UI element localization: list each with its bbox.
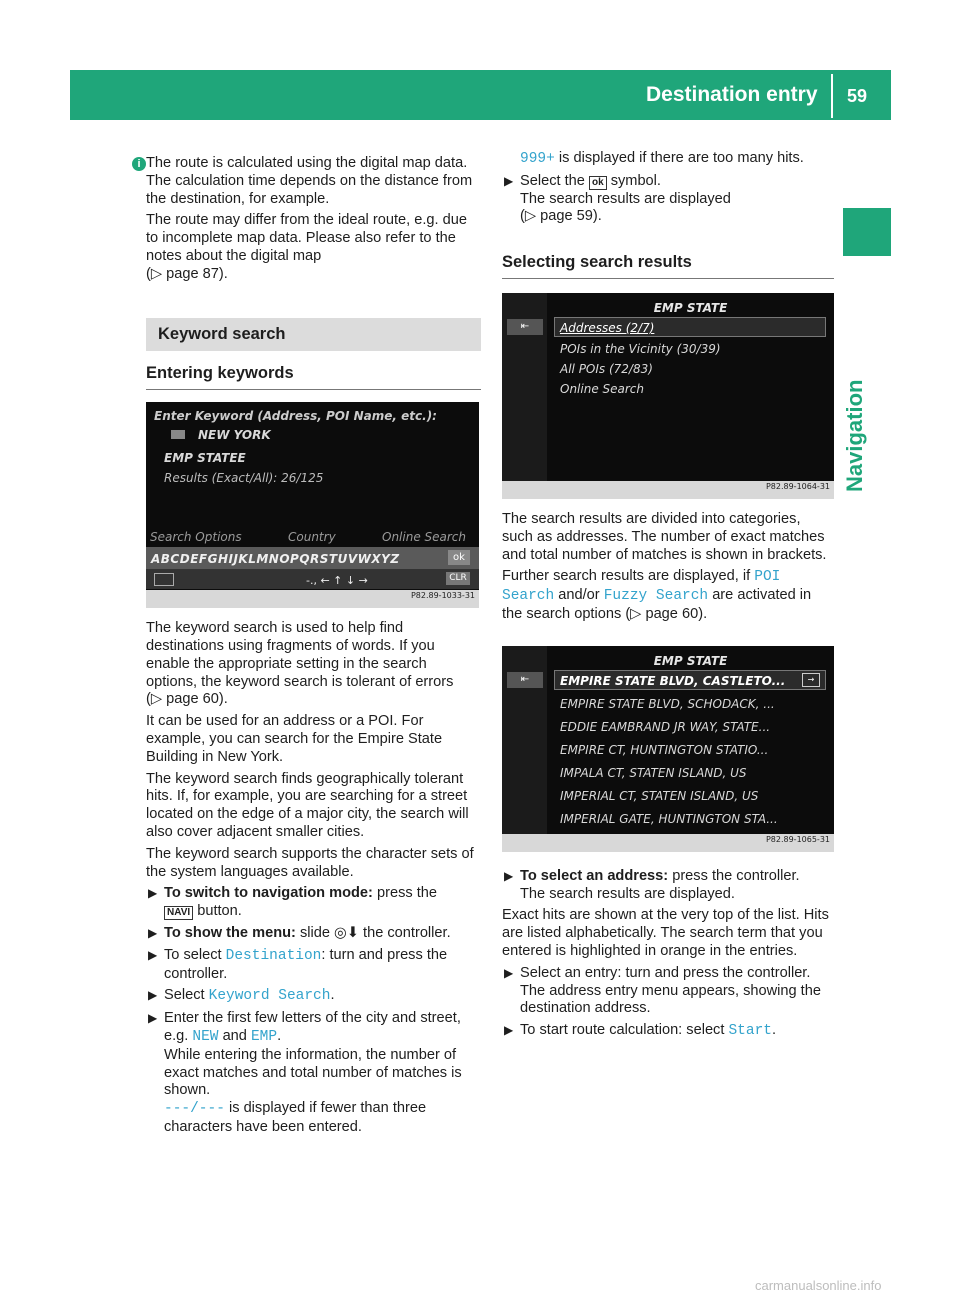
step-select-ok (502, 173, 834, 226)
address-results-screenshot (502, 646, 834, 852)
example-new: NEW (192, 1028, 219, 1045)
step5-dot: . (277, 1027, 282, 1044)
too-many-hits (502, 150, 834, 169)
result-item: EMPIRE CT, HUNTINGTON STATIO... (560, 742, 769, 757)
info-paragraph-2-text: The route may differ from the ideal route, e.g. due to incomplete map data. Please also refer to the notes about the digital map (146, 212, 467, 264)
step1-tail: button. (193, 903, 242, 920)
result-item: EMPIRE STATE BLVD, CASTLETO... (560, 673, 786, 688)
keyword-prompt: Enter Keyword (Address, POI Name, etc.): (154, 409, 437, 424)
step-start-post: . (771, 1022, 777, 1039)
figure-code: P82.89-1064-31 (765, 482, 830, 492)
result-item: IMPALA CT, STATEN ISLAND, US (560, 765, 747, 780)
right-column (502, 150, 834, 1045)
para-categories: The search results are divided into categories, such as addresses. The number of exact matches and total number of matches is shown in brackets. (502, 510, 827, 563)
result-item: IMPERIAL CT, STATEN ISLAND, US (560, 788, 759, 803)
menu-search-options: Search Options (150, 530, 242, 545)
search-categories-screenshot (502, 293, 834, 499)
step-ok-sub: The search results are displayed (520, 190, 731, 207)
keyword-search-heading: Keyword search (146, 318, 481, 352)
step-ok-ref[interactable]: (▷ page 59). (520, 208, 602, 225)
keyword-results: Results (Exact/All): 26/125 (164, 471, 324, 486)
page-section-title: Destination entry (646, 83, 818, 106)
step-ok-tail: symbol. (606, 172, 661, 189)
step-ok-text: Select the (520, 172, 589, 189)
step-enter-letters (146, 1010, 481, 1137)
step-navigation-mode (146, 885, 481, 921)
result-item: EDDIE EAMBRAND JR WAY, STATE... (560, 719, 771, 734)
step-arrow-icon: ▶ (148, 925, 158, 940)
category-addresses: Addresses (2/7) (560, 320, 655, 335)
poi-search-option: POI Search (502, 569, 781, 605)
result-item: IMPERIAL GATE, HUNTINGTON STA... (560, 811, 778, 826)
para1-ref[interactable]: (▷ page 60). (146, 691, 228, 708)
keyword-entry-screenshot (146, 402, 479, 608)
info-paragraph-2 (146, 212, 481, 283)
category-all-pois: All POIs (72/83) (560, 361, 653, 376)
para2-mid: and/or (554, 587, 604, 604)
step5-text1: Enter the first few letters of the city and street, e.g. (164, 1010, 461, 1044)
para-keyword-search (146, 620, 481, 709)
watermark: carmanualsonline.info (755, 1278, 882, 1293)
symbol-chars: -., ← ↑ ↓ → (306, 574, 368, 588)
navi-key-icon: NAVI (164, 906, 193, 920)
header-separator (831, 74, 833, 118)
menu-country: Country (288, 530, 336, 545)
page-number: 59 (847, 86, 868, 106)
keyword-entry: EMP STATEE (164, 451, 246, 466)
open-entry-icon: → (802, 673, 820, 687)
para-further-results (502, 568, 834, 623)
destination-menu-item: Destination (225, 947, 322, 964)
step2-rest: slide ◎⬇ the controller. (295, 924, 451, 941)
step5-text3: is displayed if fewer than three characters have been entered. (164, 1100, 427, 1135)
keyword-city: NEW YORK (198, 428, 271, 443)
step-arrow-icon: ▶ (504, 868, 514, 883)
step-arrow-icon: ▶ (504, 173, 514, 188)
step-start-route (502, 1022, 834, 1041)
step-entry-sub: The address entry menu appears, showing the destination address. (520, 982, 821, 1017)
step-entry-text: Select an entry: turn and press the controller. (520, 964, 811, 981)
para2-post: are activated in the search options (▷ page 60). (502, 587, 812, 622)
alphabet-letters: ABCDEFGHIJKLMNOPQRSTUVWXYZ (151, 552, 400, 567)
hits-999: 999+ (520, 151, 555, 167)
step-arrow-icon: ▶ (504, 1023, 514, 1038)
keyword-search-menu-item: Keyword Search (208, 988, 331, 1005)
para-exact-hits: Exact hits are shown at the very top of the list. Hits are listed alphabetically. The search term that you entered is highlighted in orange in the entries. (502, 907, 829, 959)
step-select-keyword-search (146, 987, 481, 1006)
category-pois-vicinity: POIs in the Vicinity (30/39) (560, 341, 721, 356)
flag-icon (171, 430, 185, 439)
info-icon: i (132, 157, 146, 171)
start-menu-item: Start (728, 1023, 772, 1040)
step-arrow-icon: ▶ (148, 886, 158, 901)
result-item: EMPIRE STATE BLVD, SCHODACK, ... (560, 696, 775, 711)
screen-title: EMP STATE (653, 653, 728, 668)
too-many-hits-text: is displayed if there are too many hits. (554, 150, 804, 166)
para1-text: The keyword search is used to help find destinations using fragments of words. If you enable the appropriate setting in the search options, the keyword search is tolerant of errors (146, 620, 454, 690)
fuzzy-search-option: Fuzzy Search (603, 588, 709, 605)
step-arrow-icon: ▶ (148, 1011, 158, 1026)
ok-symbol-icon: ok (589, 176, 607, 190)
step-select-entry (502, 965, 834, 1018)
para-geographic: The keyword search finds geographically tolerant hits. If, for example, you are searching for a street located on the edge of a major city, the search will also cover adjacent smaller cities. (146, 770, 469, 840)
back-icon: ⇤ (507, 672, 543, 688)
para-charsets: The keyword search supports the character sets of the system languages available. (146, 845, 474, 880)
step4-post: . (330, 987, 335, 1004)
step3-post: : turn and press the controller. (164, 946, 448, 982)
para2-pre: Further search results are displayed, if (502, 568, 755, 585)
step1-rest: press the (372, 885, 438, 902)
left-column (137, 155, 481, 1141)
step4-pre: Select (164, 987, 209, 1004)
step5-text2: While entering the information, the number of exact matches and total number of matches is shown. (164, 1046, 462, 1099)
step-select-destination (146, 947, 481, 984)
step-arrow-icon: ▶ (504, 965, 514, 980)
menu-online-search: Online Search (382, 530, 467, 545)
step5-and: and (218, 1027, 251, 1044)
step-address-sub: The search results are displayed. (520, 885, 735, 902)
step-arrow-icon: ▶ (148, 947, 158, 962)
step-address-rest: press the controller. (668, 867, 800, 884)
step-select-address (502, 868, 834, 904)
example-emp: EMP (250, 1028, 278, 1045)
side-tab-block (843, 208, 891, 256)
placeholder-dashes: ---/--- (164, 1101, 225, 1118)
step3-pre: To select (164, 946, 226, 963)
clr-button: CLR (446, 572, 470, 585)
info-paragraph-1: The route is calculated using the digital map data. The calculation time depends on the distance from the destination, for example. (146, 155, 473, 207)
step2-bold: To show the menu: (164, 924, 296, 941)
figure-code: P82.89-1065-31 (765, 834, 830, 844)
figure-code: P82.89-1033-31 (410, 591, 475, 601)
screen-title: EMP STATE (653, 300, 728, 315)
info-page-ref[interactable]: (▷ page 87). (146, 265, 228, 282)
back-icon: ⇤ (507, 319, 543, 335)
keyboard-icon (154, 573, 174, 586)
category-online-search: Online Search (560, 381, 645, 396)
step-start-pre: To start route calculation: select (520, 1022, 729, 1039)
ok-button: ok (448, 550, 470, 565)
para-address-poi: It can be used for an address or a POI. For example, you can search for the Empire State Building in New York. (146, 713, 443, 765)
selecting-results-heading: Selecting search results (502, 250, 834, 279)
step-show-menu (146, 925, 481, 943)
info-note (137, 155, 481, 288)
side-tab-label: Navigation (842, 379, 867, 492)
step1-bold: To switch to navigation mode: (164, 885, 373, 902)
entering-keywords-heading: Entering keywords (146, 361, 481, 390)
step-address-bold: To select an address: (520, 867, 669, 884)
step-arrow-icon: ▶ (148, 988, 158, 1003)
